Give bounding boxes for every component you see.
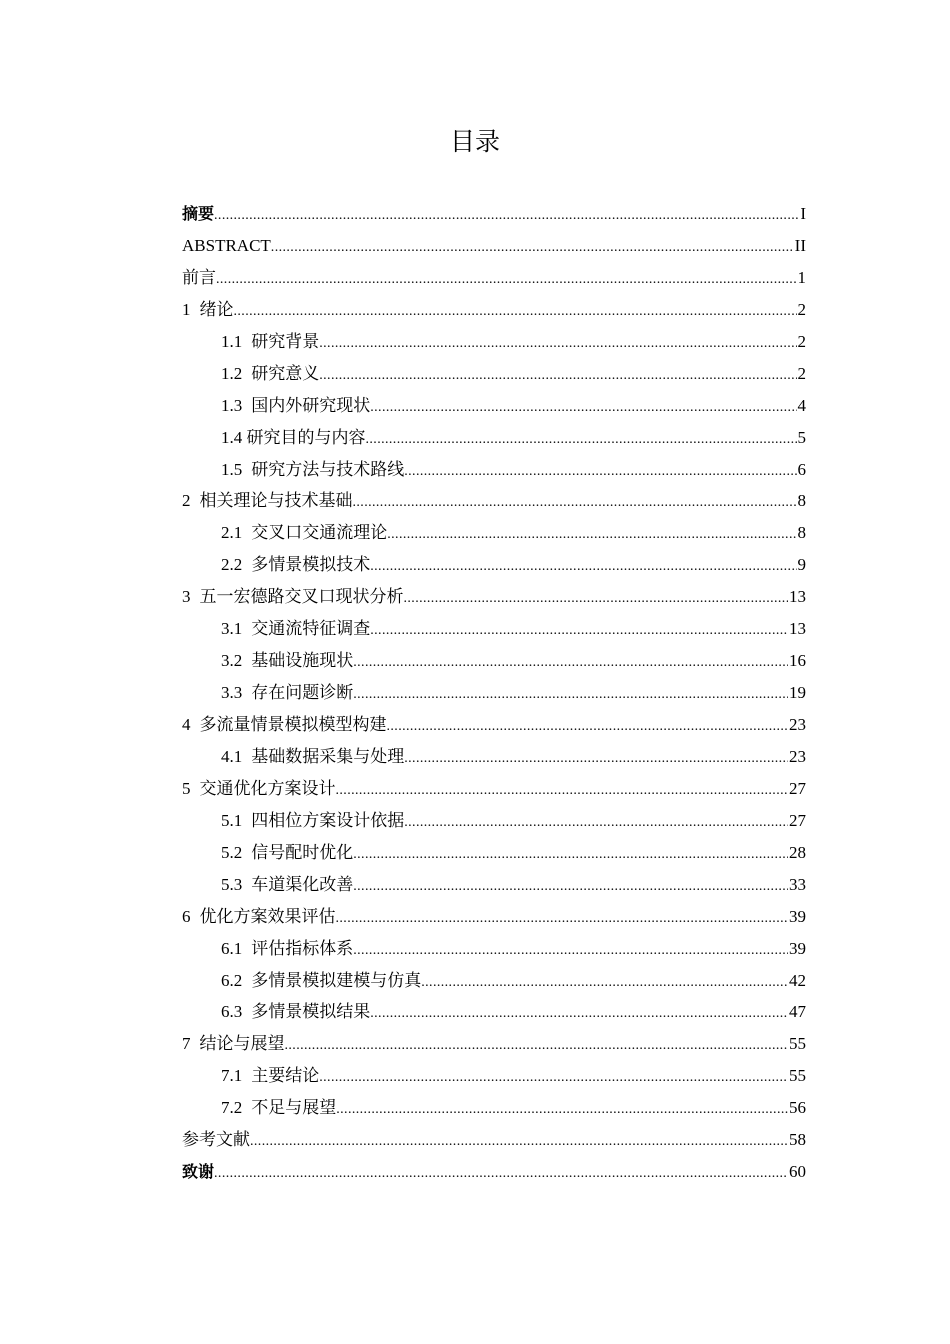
dot-leader (353, 487, 797, 519)
toc-entry[interactable] (182, 773, 806, 805)
toc-entry-page-number: 13 (789, 587, 806, 607)
toc-entry-page-number: 1 (797, 267, 806, 287)
toc-entry-label: 基础数据采集与处理 (251, 746, 405, 766)
toc-entry-page-number: 19 (789, 683, 806, 703)
dot-leader (319, 360, 796, 392)
toc-entry-title (182, 230, 271, 262)
toc-entry-title (182, 709, 387, 741)
toc-entry[interactable] (182, 1124, 806, 1156)
toc-entry-title (182, 901, 336, 933)
toc-entry-label: 不足与展望 (251, 1098, 337, 1118)
toc-entry-page-number: 39 (789, 938, 806, 958)
toc-entry-label: 评估指标体系 (251, 938, 354, 958)
toc-entry-label: 绪论 (199, 299, 234, 319)
toc-entry[interactable] (182, 517, 806, 549)
dot-leader (250, 1126, 788, 1158)
dot-leader (285, 1030, 789, 1062)
toc-entry[interactable] (182, 358, 806, 390)
toc-entry[interactable] (182, 869, 806, 901)
toc-entry-number: 5.3 (221, 874, 243, 894)
dot-leader (216, 264, 797, 296)
toc-entry[interactable] (182, 996, 806, 1028)
toc-entry-number: 7.2 (221, 1098, 243, 1118)
page-title: 目录 (449, 127, 500, 156)
toc-entry-title (182, 1028, 285, 1060)
toc-entry-title (221, 837, 353, 869)
dot-leader (387, 519, 796, 551)
toc-entry-number: 6.2 (221, 970, 243, 990)
toc-entry[interactable] (182, 1060, 806, 1092)
toc-entry[interactable] (182, 294, 806, 326)
toc-entry-page-number: 9 (797, 555, 806, 575)
toc-entry-number: 6.1 (221, 938, 243, 958)
toc-entry-number: 1.2 (221, 363, 243, 383)
toc-entry-title (182, 198, 214, 230)
toc-entry-title (221, 933, 353, 965)
toc-entry-title (182, 262, 216, 294)
dot-leader (336, 1094, 788, 1126)
toc-entry-page-number: 27 (789, 778, 806, 798)
toc-entry[interactable] (182, 549, 806, 581)
toc-entry-number: 2.2 (221, 555, 243, 575)
toc-entry-label: 优化方案效果评估 (199, 906, 336, 926)
toc-entry-page-number: I (800, 204, 806, 223)
toc-entry-label: 车道渠化改善 (251, 874, 354, 894)
toc-entry-label: 国内外研究现状 (251, 395, 371, 415)
toc-entry-label: ABSTRACT (182, 235, 271, 255)
dot-leader (366, 424, 797, 456)
toc-entry-label: 多情景模拟建模与仿真 (251, 970, 422, 990)
toc-entry-number: 3.1 (221, 619, 243, 639)
toc-entry-number: 4.1 (221, 746, 243, 766)
toc-entry-label: 交叉口交通流理论 (251, 523, 388, 543)
toc-entry-title (221, 645, 353, 677)
toc-entry-page-number: 39 (789, 906, 806, 926)
toc-entry-number: 2.1 (221, 523, 243, 543)
toc-entry[interactable] (182, 741, 806, 773)
dot-leader (353, 647, 788, 679)
toc-entry[interactable] (182, 581, 806, 613)
toc-entry[interactable] (182, 901, 806, 933)
toc-entry-page-number: 16 (789, 651, 806, 671)
dot-leader (404, 743, 788, 775)
toc-entry-page-number: 2 (797, 363, 806, 383)
toc-entry[interactable] (182, 1156, 806, 1188)
dot-leader (353, 839, 788, 871)
toc-entry[interactable] (182, 1028, 806, 1060)
toc-entry-title (221, 677, 353, 709)
toc-entry-number: 5 (182, 778, 191, 798)
toc-entry-page-number: 23 (789, 746, 806, 766)
toc-entry-title (221, 549, 370, 581)
toc-entry-title (221, 965, 421, 997)
toc-entry-label: 存在问题诊断 (251, 683, 354, 703)
toc-entry[interactable] (182, 454, 806, 486)
toc-entry-title (221, 390, 370, 422)
toc-entry-title (182, 1124, 250, 1156)
toc-entry-label: 研究方法与技术路线 (251, 459, 405, 479)
toc-entry-label: 主要结论 (251, 1066, 320, 1086)
dot-leader (214, 1158, 788, 1190)
toc-entry-page-number: II (794, 235, 806, 255)
toc-entry-number: 7 (182, 1034, 191, 1054)
toc-entry-page-number: 4 (797, 395, 806, 415)
toc-entry-page-number: 27 (789, 810, 806, 830)
toc-entry-number: 1 (182, 299, 191, 319)
toc-entry-label: 1.4 研究目的与内容 (221, 427, 366, 447)
toc-entry-label: 交通流特征调查 (251, 619, 371, 639)
dot-leader (271, 232, 794, 264)
toc-entry-title (182, 1156, 214, 1188)
toc-entry-number: 5.2 (221, 842, 243, 862)
toc-entry-page-number: 47 (789, 1002, 806, 1022)
toc-entry-page-number: 60 (789, 1162, 806, 1182)
dot-leader (336, 903, 789, 935)
toc-entry-label: 多情景模拟结果 (251, 1002, 371, 1022)
toc-entry[interactable] (182, 198, 806, 230)
dot-leader (353, 935, 788, 967)
toc-entry-title (221, 805, 404, 837)
dot-leader (404, 583, 789, 615)
toc-entry-page-number: 2 (797, 331, 806, 351)
toc-entry-page-number: 55 (789, 1066, 806, 1086)
toc-entry[interactable] (182, 837, 806, 869)
toc-entry[interactable] (182, 262, 806, 294)
dot-leader (234, 296, 797, 328)
toc-entry[interactable] (182, 645, 806, 677)
toc-entry-title (221, 1060, 319, 1092)
toc-entry-number: 3 (182, 587, 191, 607)
toc-entry-label: 信号配时优化 (251, 842, 354, 862)
toc-entry-title (221, 996, 370, 1028)
dot-leader (370, 998, 788, 1030)
toc-entry-title (221, 454, 404, 486)
toc-entry-page-number: 2 (797, 299, 806, 319)
toc-entry-page-number: 42 (789, 970, 806, 990)
toc-entry-page-number: 8 (797, 523, 806, 543)
toc-entry-page-number: 33 (789, 874, 806, 894)
toc-entry-number: 1.5 (221, 459, 243, 479)
toc-entry-title (221, 1092, 336, 1124)
toc-entry-title (221, 741, 404, 773)
dot-leader (370, 551, 796, 583)
toc-entry-label: 研究背景 (251, 331, 320, 351)
toc-entry-label: 参考文献 (182, 1130, 250, 1150)
toc-entry-label: 前言 (182, 267, 216, 287)
toc-entry[interactable] (182, 613, 806, 645)
toc-entry[interactable] (182, 805, 806, 837)
dot-leader (404, 807, 788, 839)
toc-entry-label: 多情景模拟技术 (251, 555, 371, 575)
toc-entry[interactable] (182, 390, 806, 422)
toc-entry-title (182, 581, 404, 613)
toc-entry[interactable] (182, 230, 806, 262)
toc-entry-number: 2 (182, 491, 191, 511)
toc-entry-page-number: 56 (789, 1098, 806, 1118)
toc-entry-number: 6 (182, 906, 191, 926)
toc-entry-page-number: 23 (789, 715, 806, 734)
toc-entry-title (221, 613, 370, 645)
toc-entry-label: 致谢 (182, 1162, 215, 1182)
toc-entry-page-number: 6 (797, 459, 806, 479)
toc-entry-label: 四相位方案设计依据 (251, 810, 405, 830)
toc-entry-number: 6.3 (221, 1002, 243, 1022)
toc-entry-label: 基础设施现状 (251, 651, 354, 671)
dot-leader (353, 871, 788, 903)
toc-entry-number: 4 (182, 715, 191, 734)
toc-entry-label: 交通优化方案设计 (199, 778, 336, 798)
toc-entry[interactable] (182, 677, 806, 709)
toc-entry-page-number: 13 (789, 619, 806, 639)
toc-entry-page-number: 58 (789, 1130, 806, 1150)
toc-entry-number: 1.3 (221, 395, 243, 415)
toc-entry-title (221, 358, 319, 390)
dot-leader (370, 392, 796, 424)
toc-entry[interactable] (182, 422, 806, 454)
toc-entry[interactable] (182, 485, 806, 517)
toc-entry-page-number: 55 (789, 1034, 806, 1054)
toc-entry-title (221, 326, 319, 358)
dot-leader (370, 615, 788, 647)
toc-entry-number: 1.1 (221, 331, 243, 351)
toc-entry[interactable] (182, 933, 806, 965)
dot-leader (319, 1062, 788, 1094)
dot-leader (404, 456, 796, 488)
toc-entry-label: 多流量情景模拟模型构建 (199, 715, 387, 734)
toc-entry-title (182, 773, 336, 805)
dot-leader (387, 711, 789, 743)
toc-entry[interactable] (182, 709, 806, 741)
toc-entry-title (182, 485, 353, 517)
toc-entry-page-number: 5 (797, 427, 806, 447)
toc-entry-title (221, 422, 366, 454)
toc-entry-label: 五一宏德路交叉口现状分析 (199, 587, 404, 607)
toc-entry-title (221, 517, 387, 549)
toc-entry-label: 摘要 (182, 204, 215, 223)
toc-entry-label: 相关理论与技术基础 (199, 491, 353, 511)
toc-entry-label: 结论与展望 (199, 1034, 285, 1054)
toc-entry[interactable] (182, 326, 806, 358)
toc-entry-title (182, 294, 234, 326)
toc-entry-number: 7.1 (221, 1066, 243, 1086)
toc-entry-number: 5.1 (221, 810, 243, 830)
dot-leader (214, 200, 799, 232)
dot-leader (421, 967, 788, 999)
toc-entry-label: 研究意义 (251, 363, 320, 383)
toc-entry-page-number: 28 (789, 842, 806, 862)
toc-entry[interactable] (182, 965, 806, 997)
dot-leader (336, 775, 789, 807)
toc-entry-number: 3.3 (221, 683, 243, 703)
dot-leader (319, 328, 796, 360)
toc-entry[interactable] (182, 1092, 806, 1124)
toc-entry-page-number: 8 (797, 491, 806, 511)
dot-leader (353, 679, 788, 711)
toc-entry-number: 3.2 (221, 651, 243, 671)
table-of-contents (182, 198, 806, 1188)
toc-entry-title (221, 869, 353, 901)
